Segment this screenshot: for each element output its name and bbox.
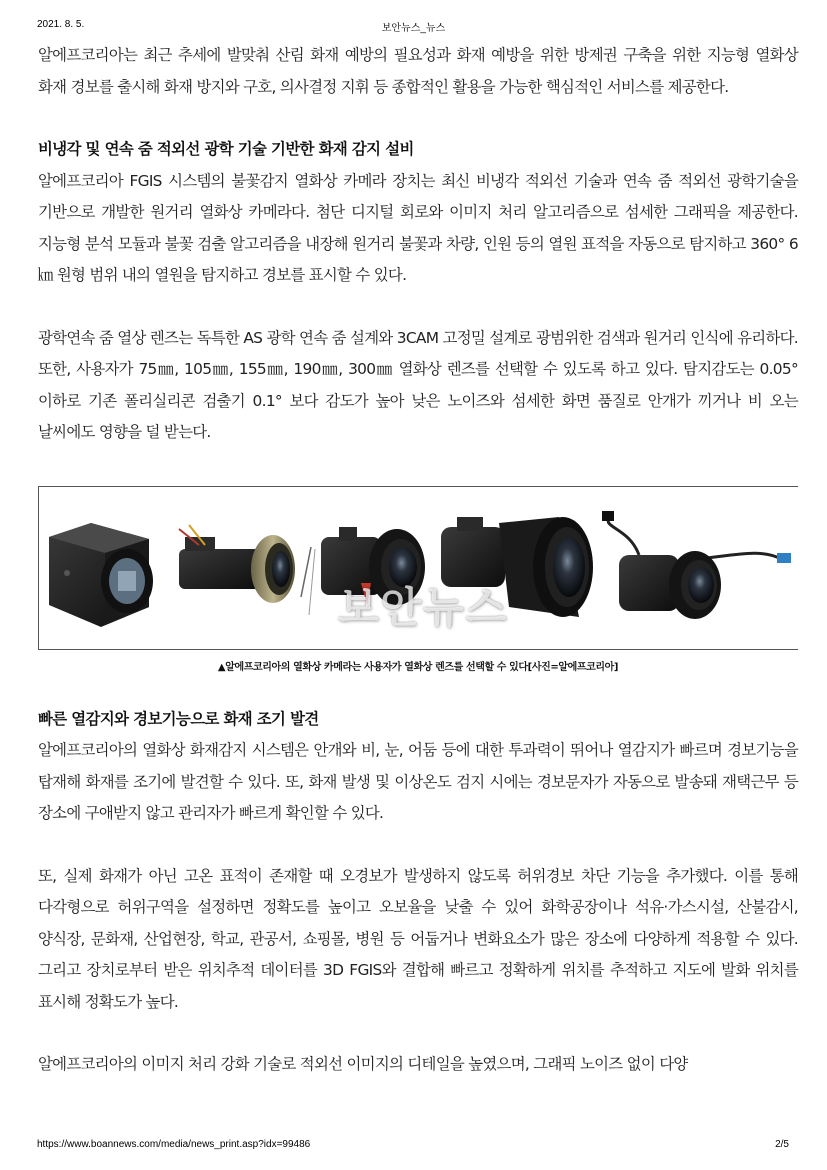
- watermark-logo: 보안뉴스: [337, 582, 509, 632]
- section1-paragraph-2: 광학연속 줌 열상 렌즈는 독특한 AS 광학 연속 줌 설계와 3CAM 고정밀 설계로 광범위한 검색과 원거리 인식에 유리하다. 또한, 사용자가 75㎜, 105㎜, 155㎜, 190㎜, 300㎜ 열화상 렌즈를 선택할 수 있도록 하고 있다. 탐지감도는 0.05° 이하로 기존 폴리실리콘 검출기 0.1° 보다 감도가 높아 낮은 노이즈와 섬세한 화면 품질로 안개가 끼거나 비 오는 날씨에도 영향을 덜 받는다.: [38, 328, 798, 441]
- camera-module-icon: [179, 525, 295, 603]
- section-heading-early-detection: 빠른 열감지와 경보기능으로 화재 조기 발견: [38, 709, 319, 728]
- article-photo: [38, 486, 798, 650]
- print-footer: [0, 1139, 827, 1153]
- section2-paragraph-1: 알에프코리아의 열화상 화재감지 시스템은 안개와 비, 눈, 어둠 등에 대한 투과력이 뛰어나 열감지가 빠르며 경보기능을 탑재해 화재를 조기에 발견할 수 있다. 또, 화재 발생 및 이상온도 검지 시에는 경보문자가 자동으로 발송돼 재택근무 등 장소에 구애받지 않고 관리자가 빠르게 확인할 수 있다.: [38, 741, 798, 822]
- section-heading-fire-detection: 비냉각 및 연속 줌 적외선 광학 기술 기반한 화재 감지 설비: [38, 140, 414, 158]
- print-header: [0, 19, 827, 33]
- section2-paragraph-2: 또, 실제 화재가 아닌 고온 표적이 존재할 때 오경보가 발생하지 않도록 허위경보 차단 기능을 추가했다. 이를 통해 다각형으로 허위구역을 설정하면 정확도를 높이고 오보율을 낮출 수 있어 화학공장이나 석유·가스시설, 산불감시, 양식장, 문화재, 산업현장, 학교, 관공서, 쇼핑몰, 병원 등 어둡거나 변화요소가 많은 장소에 다양하게 적용할 수 있다. 그리고 장치로부터 받은 위치추적 데이터를 3D FGIS와 결합해 빠르고 정확하게 위치를 추적하고 지도에 발화 위치를 표시해 정확도가 높다.: [38, 866, 798, 1011]
- section2-paragraph-3: 알에프코리아의 이미지 처리 강화 기술로 적외선 이미지의 디테일을 높였으며, 그래픽 노이즈 없이 다양: [38, 1055, 688, 1073]
- intro-paragraph: 알에프코리아는 최근 추세에 발맞춰 산림 화재 예방의 필요성과 화재 예방을 위한 방제권 구축을 위한 지능형 열화상 화재 경보를 출시해 화재 방지와 구호, 의사결정 지휘 등 종합적인 활용을 가능한 핵심적인 서비스를 제공한다.: [38, 46, 798, 96]
- lens-with-connector-icon: [602, 511, 791, 619]
- article-body: [38, 40, 798, 1081]
- print-date: 2021. 8. 5.: [37, 19, 85, 30]
- section1-paragraph-1: 알에프코리아 FGIS 시스템의 불꽃감지 열화상 카메라 장치는 최신 비냉각 적외선 기술과 연속 줌 적외선 광학기술을 기반으로 개발한 원거리 열화상 카메라다. 첨단 디지털 회로와 이미지 처리 알고리즘으로 섬세한 그래픽을 제공한다. 지능형 분석 모듈과 불꽃 검출 알고리즘을 내장해 원거리 불꽃과 차량, 인원 등의 열원 표적을 자동으로 탐지하고 360° 6㎞ 원형 범위 내의 열원을 탐지하고 경보를 표시할 수 있다.: [38, 171, 798, 284]
- article-url: https://www.boannews.com/media/news_print.asp?idx=99486: [37, 1139, 311, 1150]
- print-title: 보안뉴스_뉴스: [381, 23, 446, 34]
- page-number: 2/5: [775, 1139, 789, 1150]
- photo-caption: ▲알에프코리아의 열화상 카메라는 사용자가 열화상 렌즈를 선택할 수 있다[사진=알에프코리아]: [217, 661, 619, 673]
- camera-box-icon: [49, 523, 153, 627]
